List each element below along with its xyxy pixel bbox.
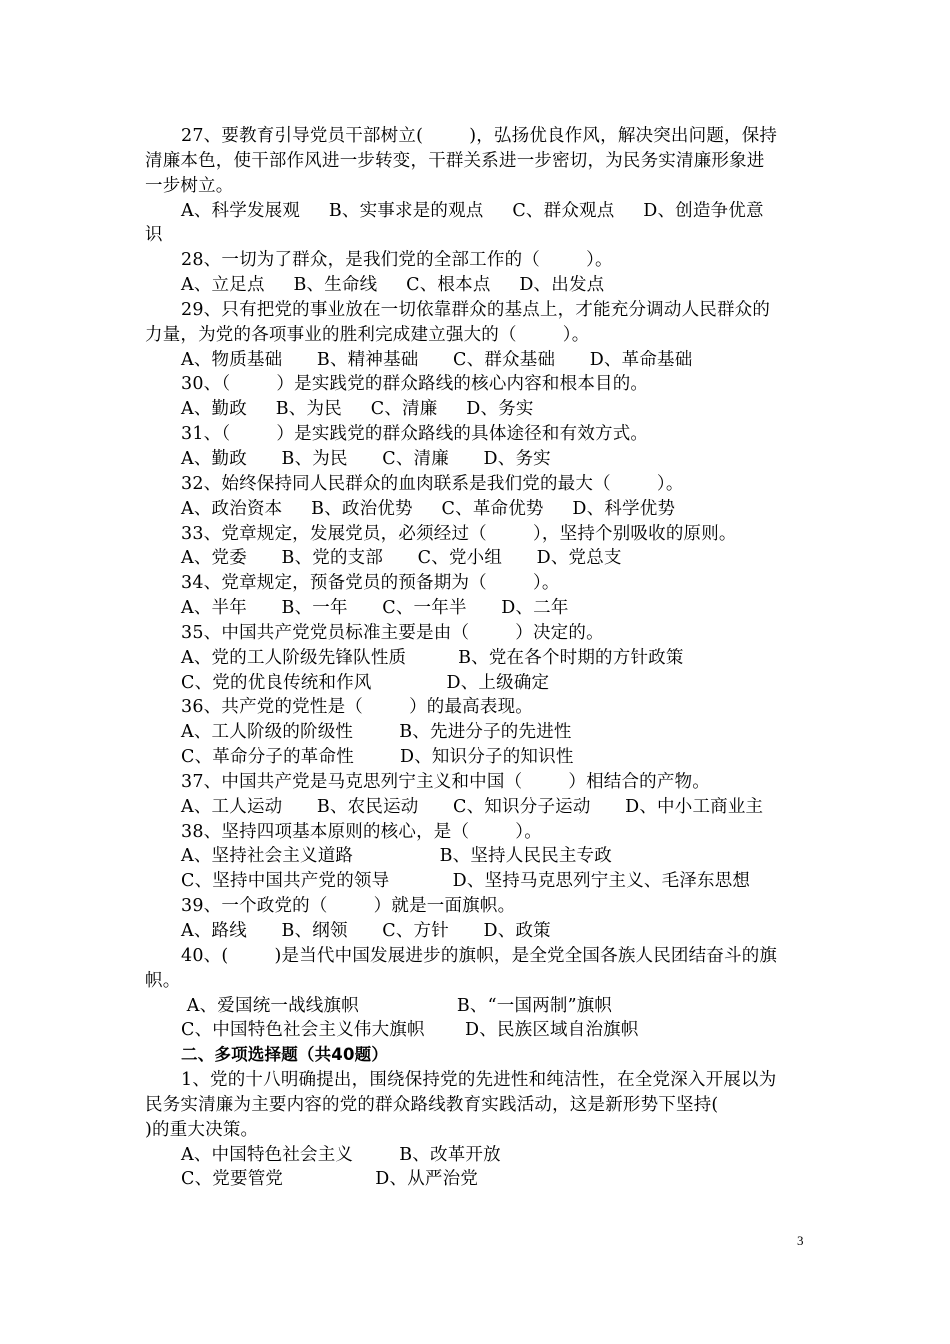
question-27-line-3: 一步树立。	[145, 175, 234, 196]
question-27-line-1: 27、要教育引导党员干部树立( )，弘扬优良作风，解决突出问题，保持	[181, 126, 778, 146]
question-34-options: A、半年 B、一年 C、一年半 D、二年	[181, 598, 569, 619]
question-32-options: A、政治资本 B、政治优势 C、革命优势 D、科学优势	[181, 498, 676, 519]
mc-question-1-line-3: )的重大决策。	[145, 1119, 259, 1140]
question-37-options: A、工人运动 B、农民运动 C、知识分子运动 D、中小工商业主	[181, 796, 764, 817]
question-32: 32、始终保持同人民群众的血肉联系是我们党的最大（ ）。	[181, 473, 684, 494]
question-29-line-1: 29、只有把党的事业放在一切依靠群众的基点上，才能充分调动人民群众的	[181, 299, 771, 320]
section-heading-multiple-choice: 二、多项选择题（共40题）	[181, 1045, 389, 1065]
question-33: 33、党章规定，发展党员，必须经过（ ），坚持个别吸收的原则。	[181, 523, 737, 544]
question-40-line-2: 帜。	[145, 970, 181, 991]
question-40-line-1: 40、( )是当代中国发展进步的旗帜，是全党全国各族人民团结奋斗的旗	[181, 945, 778, 966]
question-27-line-2: 清廉本色，使干部作风进一步转变，干群关系进一步密切，为民务实清廉形象进	[145, 150, 765, 171]
question-39: 39、一个政党的（ ）就是一面旗帜。	[181, 896, 516, 917]
question-35-options-cd: C、党的优良传统和作风 D、上级确定	[181, 672, 550, 693]
question-40-options-cd: C、中国特色社会主义伟大旗帜 D、民族区域自治旗帜	[181, 1020, 639, 1041]
question-29-line-2: 力量，为党的各项事业的胜利完成建立强大的（ ）。	[145, 324, 590, 345]
question-31-options: A、勤政 B、为民 C、清廉 D、务实	[181, 448, 551, 469]
question-27-options-wrap: 识	[145, 225, 163, 246]
mc-question-1-options-ab: A、中国特色社会主义 B、改革开放	[181, 1144, 501, 1165]
question-35: 35、中国共产党党员标准主要是由（ ）决定的。	[181, 622, 604, 643]
question-36-options-ab: A、工人阶级的阶级性 B、先进分子的先进性	[181, 722, 572, 743]
question-30-options: A、勤政 B、为民 C、清廉 D、务实	[181, 399, 534, 420]
mc-question-1-line-2: 民务实清廉为主要内容的党的群众路线教育实践活动，这是新形势下坚持(	[145, 1094, 719, 1115]
question-36-options-cd: C、革命分子的革命性 D、知识分子的知识性	[181, 747, 574, 768]
question-38-options-cd: C、坚持中国共产党的领导 D、坚持马克思列宁主义、毛泽东思想	[181, 871, 751, 892]
question-38: 38、坚持四项基本原则的核心，是（ ）。	[181, 821, 542, 842]
mc-question-1-line-1: 1、党的十八明确提出，围绕保持党的先进性和纯洁性，在全党深入开展以为	[181, 1070, 777, 1091]
page-number: 3	[797, 1233, 804, 1248]
question-28-options: A、立足点 B、生命线 C、根本点 D、出发点	[181, 275, 605, 296]
question-30: 30、（ ）是实践党的群众路线的核心内容和根本目的。	[181, 374, 649, 395]
question-37: 37、中国共产党是马克思列宁主义和中国（ ）相结合的产物。	[181, 771, 710, 792]
question-39-options: A、路线 B、纲领 C、方针 D、政策	[181, 921, 551, 941]
question-34: 34、党章规定，预备党员的预备期为（ ）。	[181, 573, 560, 594]
question-27-options: A、科学发展观 B、实事求是的观点 C、群众观点 D、创造争优意	[181, 200, 764, 221]
question-40-options-ab: A、爱国统一战线旗帜 B、“一国两制”旗帜	[181, 995, 613, 1016]
question-28: 28、一切为了群众，是我们党的全部工作的（ ）。	[181, 250, 613, 271]
mc-question-1-options-cd: C、党要管党 D、从严治党	[181, 1169, 479, 1190]
question-38-options-ab: A、坚持社会主义道路 B、坚持人民民主专政	[181, 846, 612, 867]
question-33-options: A、党委 B、党的支部 C、党小组 D、党总支	[181, 548, 622, 569]
page-content	[145, 124, 807, 1192]
question-35-options-ab: A、党的工人阶级先锋队性质 B、党在各个时期的方针政策	[181, 647, 684, 668]
question-36: 36、共产党的党性是（ ）的最高表现。	[181, 697, 533, 718]
question-29-options: A、物质基础 B、精神基础 C、群众基础 D、革命基础	[181, 349, 693, 370]
question-31: 31、（ ）是实践党的群众路线的具体途径和有效方式。	[181, 424, 649, 445]
